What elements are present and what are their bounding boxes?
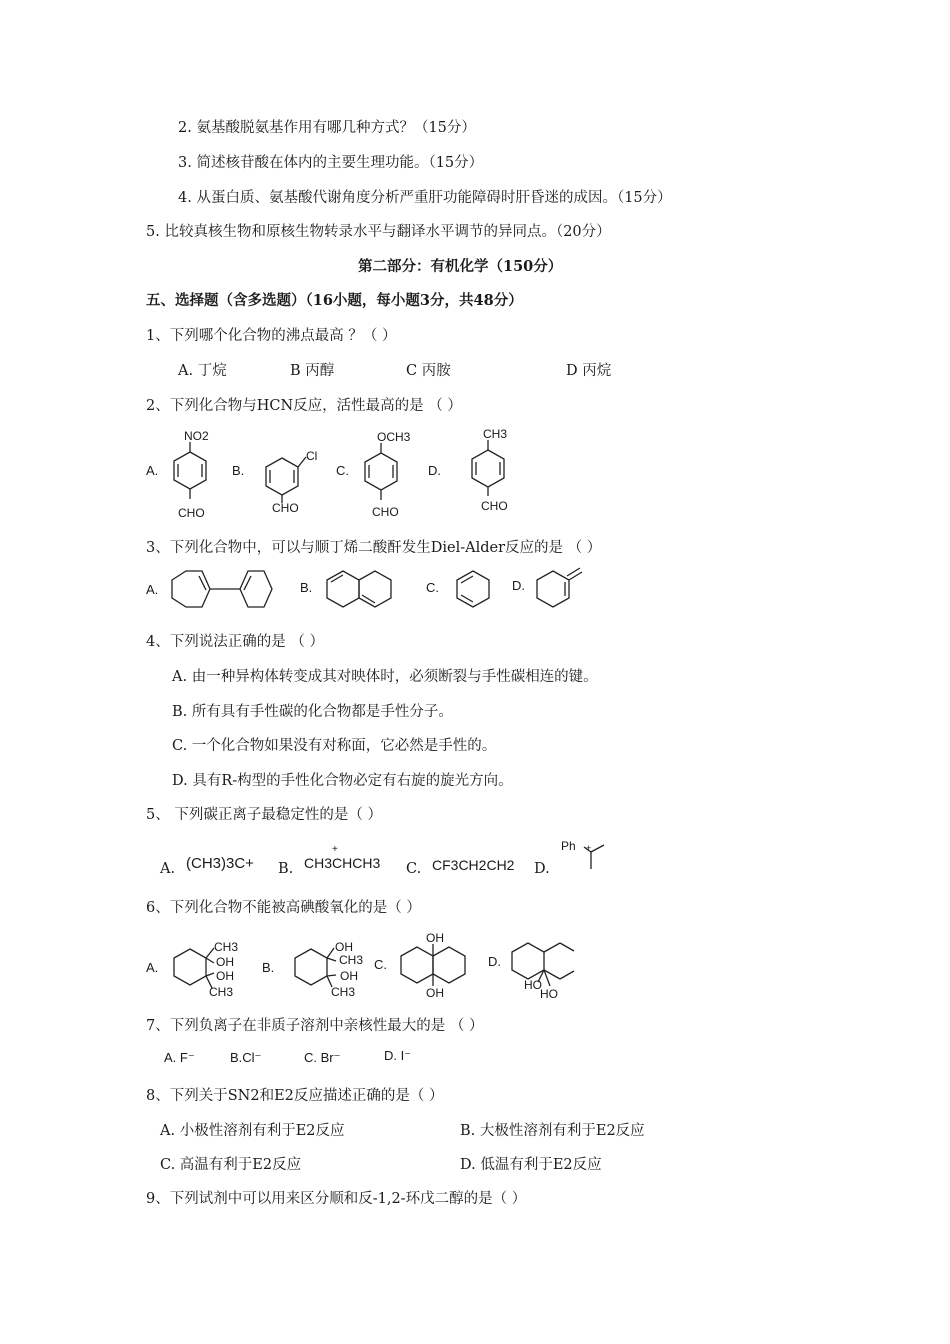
q6-d-structure (512, 943, 574, 1001)
q6-a-oh-top: OH (216, 955, 234, 969)
q3-label-b: B. (300, 580, 313, 595)
svg-text:+: + (332, 844, 338, 855)
q2-b-cho: CHO (272, 501, 299, 515)
q7-option-c: C. Br⁻ (304, 1050, 341, 1065)
q6-b-ch3-top: CH3 (339, 953, 364, 967)
q5-c-formula: CF3CH2CH2 (432, 857, 515, 873)
q6-stem: 6、下列化合物不能被高碘酸氧化的是（ ） (146, 900, 421, 916)
q1-option-a: A. 丁烷 (178, 363, 227, 379)
q1-stem: 1、下列哪个化合物的沸点最高 ？（ ） (146, 328, 397, 344)
q7-option-a: A. F⁻ (164, 1050, 195, 1065)
q3-stem: 3、下列化合物中，可以与顺丁烯二酸酐发生Diel-Alder反应的是 （ ） (146, 540, 602, 556)
q2-b-cl: Cl (306, 449, 318, 463)
question-2: 2. 氨基酸脱氨基作用有哪几种方式？（15分） (178, 120, 476, 136)
q7-option-b: B.Cl⁻ (230, 1050, 262, 1065)
q5-b-formula: CH3CHCH3 (304, 855, 381, 871)
q5-label-c: C. (406, 861, 422, 877)
q6-a-oh-bottom: OH (216, 969, 234, 983)
q2-c-och3: OCH3 (377, 430, 411, 444)
q5-label-a: A. (160, 861, 176, 877)
q8-option-b: B. 大极性溶剂有利于E2反应 (460, 1123, 645, 1139)
q5-stem: 5、 下列碳正离子最稳定性的是（ ） (146, 807, 382, 823)
q6-label-d: D. (488, 954, 501, 969)
q6-c-oh-top: OH (426, 931, 444, 945)
q2-label-d: D. (428, 463, 441, 478)
q6-b-oh-bottom: OH (340, 969, 358, 983)
q2-c-cho: CHO (372, 505, 399, 519)
q7-stem: 7、下列负离子在非质子溶剂中亲核性最大的是 （ ） (146, 1018, 484, 1034)
q6-c-oh-bottom: OH (426, 986, 444, 1000)
q2-label-c: C. (336, 463, 349, 478)
question-3: 3. 简述核苷酸在体内的主要生理功能。（15分） (178, 155, 484, 171)
q4-option-a: A. 由一种异构体转变成其对映体时，必须断裂与手性碳相连的键。 (172, 669, 598, 685)
q2-stem: 2、下列化合物与HCN反应，活性最高的是 （ ） (146, 398, 462, 414)
q8-option-a: A. 小极性溶剂有利于E2反应 (160, 1123, 345, 1139)
q3-label-c: C. (426, 580, 439, 595)
q2-d-cho: CHO (481, 499, 508, 513)
q3-label-a: A. (146, 582, 159, 597)
q6-c-structure (401, 931, 465, 1000)
q5-a-formula: (CH3)3C+ (186, 855, 254, 872)
q4-option-b: B. 所有具有手性碳的化合物都是手性分子。 (172, 704, 453, 720)
q6-b-oh-top: OH (335, 940, 353, 954)
section5-title: 五、选择题（含多选题）（16小题，每小题3分，共48分） (146, 292, 523, 309)
question-5: 5. 比较真核生物和原核生物转录水平与翻译水平调节的异同点。（20分） (146, 224, 611, 240)
q2-d-ch3: CH3 (483, 427, 508, 441)
q4-option-d: D. 具有R-构型的手性化合物必定有右旋的旋光方向。 (172, 773, 513, 789)
q8-stem: 8、下列关于SN2和E2反应描述正确的是（ ） (146, 1088, 444, 1104)
part2-title: 第二部分：有机化学（150分） (358, 258, 563, 275)
svg-text:+: + (586, 843, 592, 853)
q2-a-cho: CHO (178, 506, 205, 520)
question-4: 4. 从蛋白质、氨基酸代谢角度分析严重肝功能障碍时肝昏迷的成因。（15分） (178, 190, 672, 206)
q6-label-b: B. (262, 960, 275, 975)
q1-option-c: C 丙胺 (406, 363, 451, 379)
q8-option-c: C. 高温有利于E2反应 (160, 1157, 302, 1173)
q2-a-no2: NO2 (184, 429, 209, 443)
q1-option-b: B 丙醇 (290, 363, 335, 379)
q6-label-c: C. (374, 957, 387, 972)
q6-a-ch3-bottom: CH3 (209, 985, 234, 999)
q6-a-ch3-top: CH3 (214, 940, 239, 954)
q3-label-d: D. (512, 578, 525, 593)
q2-label-b: B. (232, 463, 245, 478)
q1-option-d: D 丙烷 (566, 363, 612, 379)
q6-a-structure (174, 940, 238, 999)
q9-stem: 9、下列试剂中可以用来区分顺和反-1,2-环戊二醇的是（ ） (146, 1191, 527, 1207)
q6-d-ho-right: HO (540, 987, 558, 1001)
q4-stem: 4、下列说法正确的是 （ ） (146, 634, 324, 650)
q4-option-c: C. 一个化合物如果没有对称面，它必然是手性的。 (172, 738, 497, 754)
q6-label-a: A. (146, 960, 159, 975)
q2-label-a: A. (146, 463, 159, 478)
q5-d-ph: Ph (561, 839, 576, 853)
q5-label-b: B. (278, 861, 294, 877)
q6-d-ho-left: HO (524, 978, 542, 992)
q6-b-structure (295, 940, 363, 999)
q6-b-ch3-bottom: CH3 (331, 985, 356, 999)
q7-option-d: D. I⁻ (384, 1048, 412, 1063)
q8-option-d: D. 低温有利于E2反应 (460, 1157, 602, 1173)
q5-label-d: D. (534, 861, 550, 877)
